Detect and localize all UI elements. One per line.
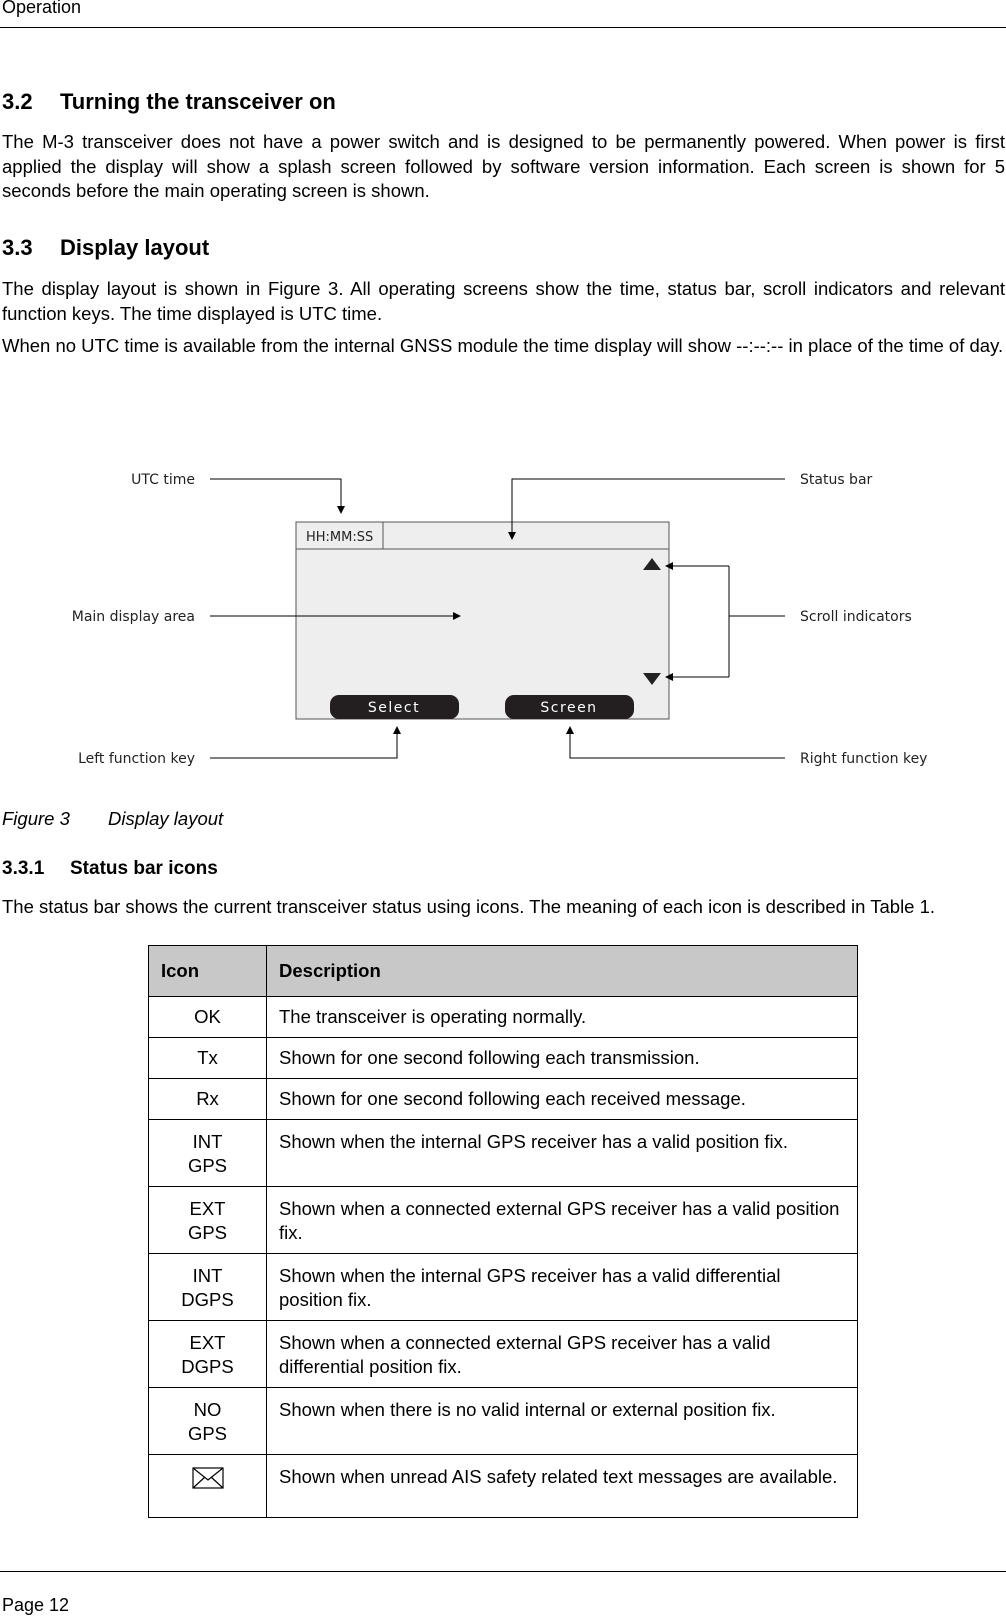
table-row [149,1187,858,1254]
icon-cell [149,1254,267,1321]
description-cell: The transceiver is operating normally. [267,997,858,1038]
left-key-leader [210,727,397,758]
figure-caption [2,808,223,830]
section-heading-3-2 [2,89,336,115]
figure-number: Figure 3 [2,808,70,829]
table-header-row [149,946,858,997]
icon-text-line1: EXT [189,1332,226,1353]
paragraph-display-layout: The display layout is shown in Figure 3. All operating screens show the time, status bar, scroll indicators and relevant function keys. The time displayed is UTC time. [2,278,1005,324]
envelope-icon [191,1465,225,1491]
utc-time-leader [210,479,341,513]
section-number: 3.3.1 [2,858,45,879]
icon-text-line1: EXT [189,1198,226,1219]
label-main-display-area: Main display area [71,609,195,625]
icon-text-line2: GPS [187,1423,228,1444]
section-number: 3.3 [2,235,33,260]
description-cell: Shown for one second following each transmission. [267,1038,858,1079]
icon-cell [149,1120,267,1187]
section-title: Status bar icons [70,858,218,879]
description-cell: Shown for one second following each received message. [267,1079,858,1120]
footer-rule [0,1571,1006,1572]
header-rule [0,27,1006,28]
section-heading-3-3-1 [2,858,218,880]
icon-text-line2: DGPS [181,1289,234,1310]
table-row [149,1254,858,1321]
section-title: Turning the transceiver on [60,89,336,114]
description-cell: Shown when a connected external GPS receiver has a valid position fix. [267,1187,858,1254]
page-number: Page 12 [2,1595,70,1615]
icon-text-line1: NO [193,1399,222,1420]
icon-cell [149,1455,267,1518]
right-function-key-label: Screen [540,700,598,716]
column-header-description: Description [267,946,858,997]
column-header-icon: Icon [149,946,267,997]
icon-cell [149,1321,267,1388]
description-cell: Shown when the internal GPS receiver has a valid differential position fix. [267,1254,858,1321]
icon-cell [149,1079,267,1120]
section-number: 3.2 [2,89,33,114]
description-cell: Shown when there is no valid internal or external position fix. [267,1388,858,1455]
paragraph-power-on: The M-3 transceiver does not have a power switch and is designed to be permanently powered. When power is first applied the display will show a splash screen followed by software version information. Each screen is shown for 5 seconds before the main operating screen is shown. [2,131,1005,201]
status-icons-table [148,945,858,1518]
icon-text-line1: INT [192,1131,223,1152]
description-cell: Shown when unread AIS safety related text messages are available. [267,1455,858,1518]
label-utc-time: UTC time [131,472,195,488]
display-layout-diagram [0,450,1006,780]
icon-text-line2: GPS [187,1155,228,1176]
table-row [149,1038,858,1079]
icon-cell [149,1187,267,1254]
display-screen [296,522,669,719]
table-row [149,1120,858,1187]
time-placeholder: HH:MM:SS [306,530,374,545]
label-scroll-indicators: Scroll indicators [800,609,912,625]
icon-text-line2: GPS [187,1222,228,1243]
icon-cell [149,1388,267,1455]
label-status-bar: Status bar [800,472,873,488]
figure-title: Display layout [108,808,224,829]
description-cell: Shown when the internal GPS receiver has a valid position fix. [267,1120,858,1187]
icon-text-line2: DGPS [181,1356,234,1377]
table-row [149,997,858,1038]
section-heading-3-3 [2,235,209,261]
table-row [149,1388,858,1455]
table-row [149,1455,858,1518]
icon-text: Tx [197,1047,218,1068]
icon-text: Rx [196,1088,219,1109]
icon-text-line1: INT [192,1265,223,1286]
icon-text: OK [194,1006,221,1027]
section-title: Display layout [60,235,210,260]
description-cell: Shown when a connected external GPS receiver has a valid differential position fix. [267,1321,858,1388]
table-row [149,1079,858,1120]
paragraph-status-icons: The status bar shows the current transceiver status using icons. The meaning of each icon is described in Table 1. [2,896,936,917]
paragraph-utc-unavailable: When no UTC time is available from the internal GNSS module the time display will show --:--:-- in place of the time of day. [2,335,1004,356]
table-row [149,1321,858,1388]
running-header: Operation [2,0,82,17]
icon-cell [149,997,267,1038]
icon-cell [149,1038,267,1079]
left-function-key-label: Select [367,700,421,716]
label-right-function-key: Right function key [800,751,928,767]
right-key-leader [570,727,785,758]
label-left-function-key: Left function key [78,751,195,767]
